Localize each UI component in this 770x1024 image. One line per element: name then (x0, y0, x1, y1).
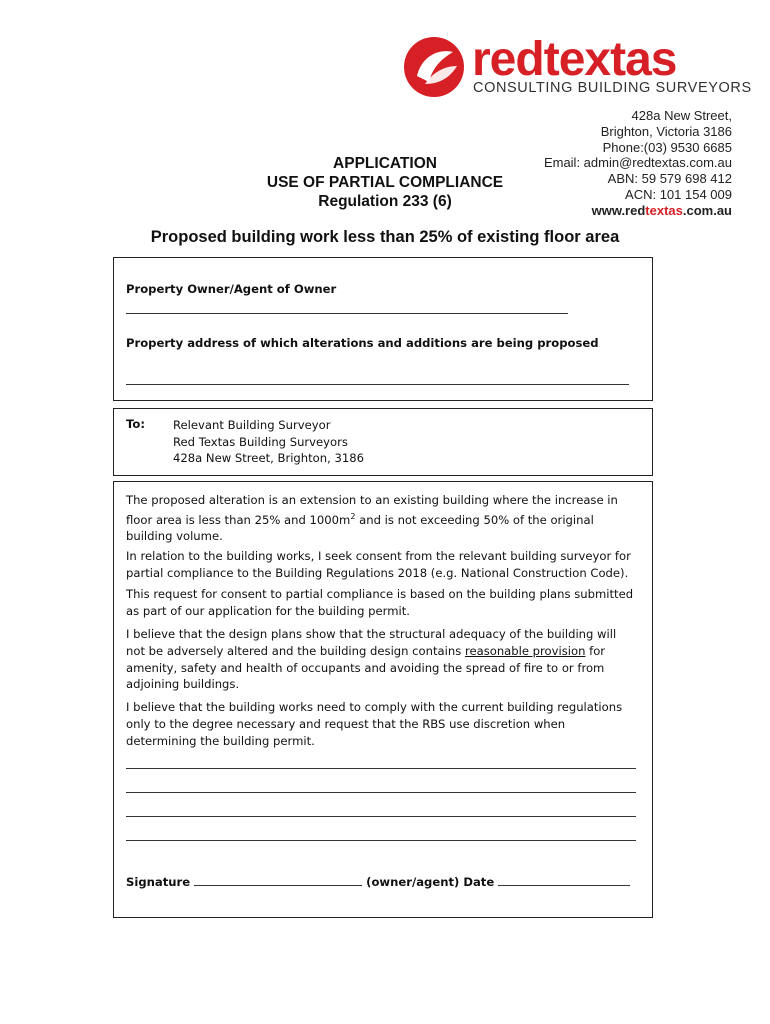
signature-input-line[interactable] (194, 884, 362, 886)
comment-line-2[interactable] (126, 792, 636, 793)
address-line-1: 428a New Street, (631, 108, 732, 123)
property-address-label: Property address of which alterations and additions are being proposed (126, 336, 599, 350)
document-title (254, 154, 516, 211)
paragraph-2: In relation to the building works, I seek consent from the relevant building surveyor for partial compliance to the Building Regulations 2018 (e.g. National Construction Code). (126, 549, 631, 580)
owner-agent-date-label: (owner/agent) Date (366, 875, 495, 889)
recipient-line-3: 428a New Street, Brighton, 3186 (173, 451, 365, 465)
property-address-input-line[interactable] (126, 384, 629, 385)
signature-label: Signature (126, 875, 191, 889)
paragraph-4-b: for amenity, safety and health of occupants and avoiding the spread of fire to or from adjoining buildings. (126, 643, 606, 692)
email-address: Email: admin@redtextas.com.au (543, 155, 732, 171)
paragraph-4 (126, 626, 638, 693)
to-label: To: (126, 417, 145, 431)
phone-number: Phone:(03) 9530 6685 (602, 139, 732, 155)
comment-line-3[interactable] (126, 816, 636, 817)
website-link[interactable] (544, 203, 732, 219)
paragraph-3: This request for consent to partial compliance is based on the building plans submitted as part of our application for the building permit. (126, 587, 634, 618)
paragraph-1-a: The proposed alteration is an extension to an existing building where the increase in floor area is less than 25% and 1000m (126, 493, 618, 527)
logo-tagline: CONSULTING BUILDING SURVEYORS (473, 80, 752, 96)
owner-label: Property Owner/Agent of Owner (126, 282, 337, 296)
date-input-line[interactable] (498, 884, 630, 886)
website-brand: textas (645, 202, 683, 218)
paragraph-1-b: and is not exceeding 50% of the original building volume. (126, 512, 594, 544)
logo-word-red: red (472, 33, 544, 86)
company-address-block (544, 108, 732, 219)
owner-input-line[interactable] (126, 313, 568, 314)
superscript: 2 (350, 511, 356, 521)
website-suffix: .com.au (682, 202, 732, 218)
red-circle-logo-icon (403, 36, 465, 98)
title-line-3: Regulation 233 (6) (318, 193, 452, 210)
paragraph-1 (126, 492, 638, 545)
logo-word-textas: textas (543, 33, 677, 86)
recipient-line-2: Red Textas Building Surveyors (173, 434, 348, 449)
recipient-box (113, 408, 653, 476)
acn-number: ACN: 101 154 009 (625, 186, 732, 202)
recipient-lines (173, 417, 364, 467)
title-line-1: APPLICATION (333, 155, 437, 172)
paragraph-5: I believe that the building works need to comply with the current building regulations only to the degree necessary and request that the RBS use discretion when determining the building permit. (126, 700, 623, 748)
statement-box (113, 481, 653, 918)
address-line-2: Brighton, Victoria 3186 (600, 123, 732, 139)
document-subtitle: Proposed building work less than 25% of existing floor area (150, 228, 620, 246)
comment-line-4[interactable] (126, 840, 636, 841)
title-line-2: USE OF PARTIAL COMPLIANCE (266, 174, 504, 191)
signature-row (126, 875, 630, 889)
abn-number: ABN: 59 579 698 412 (607, 171, 732, 187)
company-logo (403, 33, 752, 98)
comment-line-1[interactable] (126, 768, 636, 769)
recipient-line-1: Relevant Building Surveyor (173, 418, 331, 432)
website-prefix: www.red (591, 202, 646, 218)
owner-details-box (113, 257, 653, 401)
paragraph-4-a: I believe that the design plans show that the structural adequacy of the building will not be adversely altered and the building design contains (126, 627, 617, 658)
reasonable-provision-text: reasonable provision (464, 643, 586, 658)
